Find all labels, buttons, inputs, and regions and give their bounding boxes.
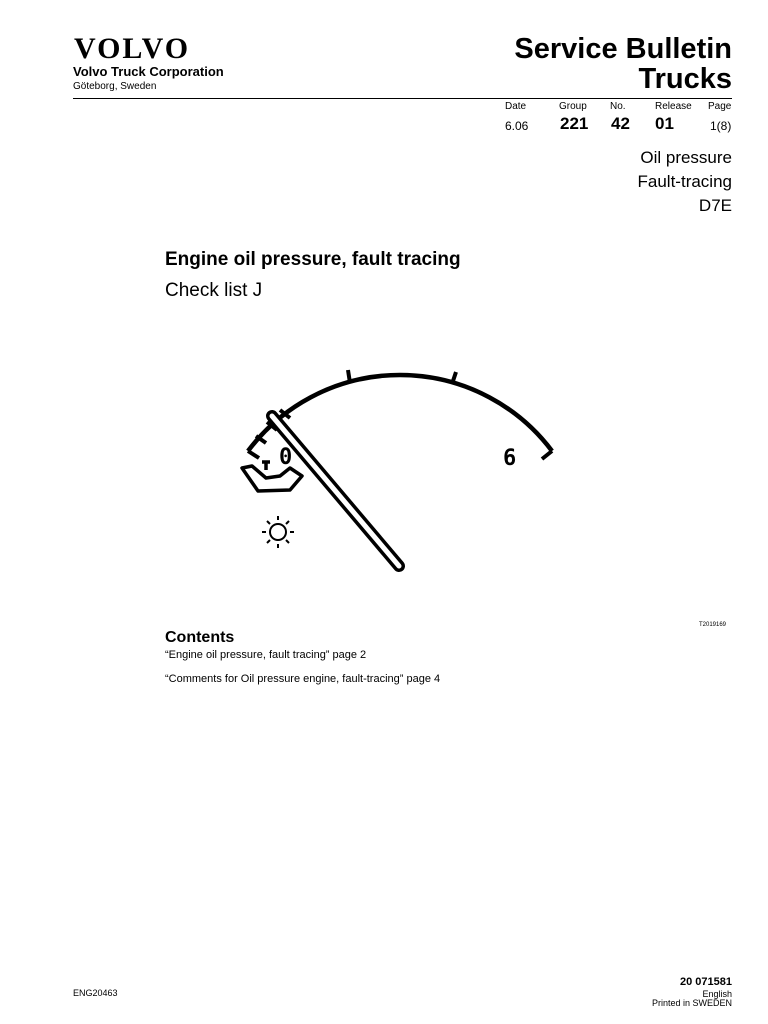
number-label: No. xyxy=(610,101,626,112)
gauge-max-label: 6 xyxy=(503,446,517,471)
date-value: 6.06 xyxy=(505,119,529,133)
figure-id: T2019169 xyxy=(699,622,727,628)
oil-can-icon xyxy=(242,462,302,491)
document-language: English xyxy=(702,989,732,999)
gauge-min-label: 0 xyxy=(279,445,293,470)
topic-line-2: Fault-tracing xyxy=(637,172,732,191)
topic-line-1: Oil pressure xyxy=(640,148,732,167)
topic-line-3: D7E xyxy=(698,196,732,215)
page-label: Page xyxy=(708,101,732,112)
document-number: 20 071581 xyxy=(680,976,732,988)
oil-pressure-gauge xyxy=(230,350,570,590)
company-location: Göteborg, Sweden xyxy=(73,81,157,92)
contents-heading: Contents xyxy=(165,629,235,646)
page-subtitle: Check list J xyxy=(165,280,263,301)
company-name: Volvo Truck Corporation xyxy=(73,64,224,79)
contents-item[interactable]: “Comments for Oil pressure engine, fault-tracing” page 4 xyxy=(165,673,441,685)
group-label: Group xyxy=(559,101,587,112)
bulletin-subtitle: Trucks xyxy=(638,63,732,95)
printed-location: Printed in SWEDEN xyxy=(651,998,732,1008)
release-value: 01 xyxy=(655,114,674,133)
number-value: 42 xyxy=(611,114,630,133)
volvo-logo: VOLVO xyxy=(74,32,191,65)
release-label: Release xyxy=(655,101,692,112)
group-value: 221 xyxy=(560,114,589,133)
bulletin-title: Service Bulletin xyxy=(514,33,732,65)
document-code: ENG20463 xyxy=(73,988,118,998)
contents-item[interactable]: “Engine oil pressure, fault tracing” page 2 xyxy=(165,649,367,661)
header-divider xyxy=(73,98,732,99)
page-title: Engine oil pressure, fault tracing xyxy=(165,249,461,270)
date-label: Date xyxy=(505,101,527,112)
sun-warning-icon xyxy=(262,516,294,548)
page-value: 1(8) xyxy=(710,119,732,133)
